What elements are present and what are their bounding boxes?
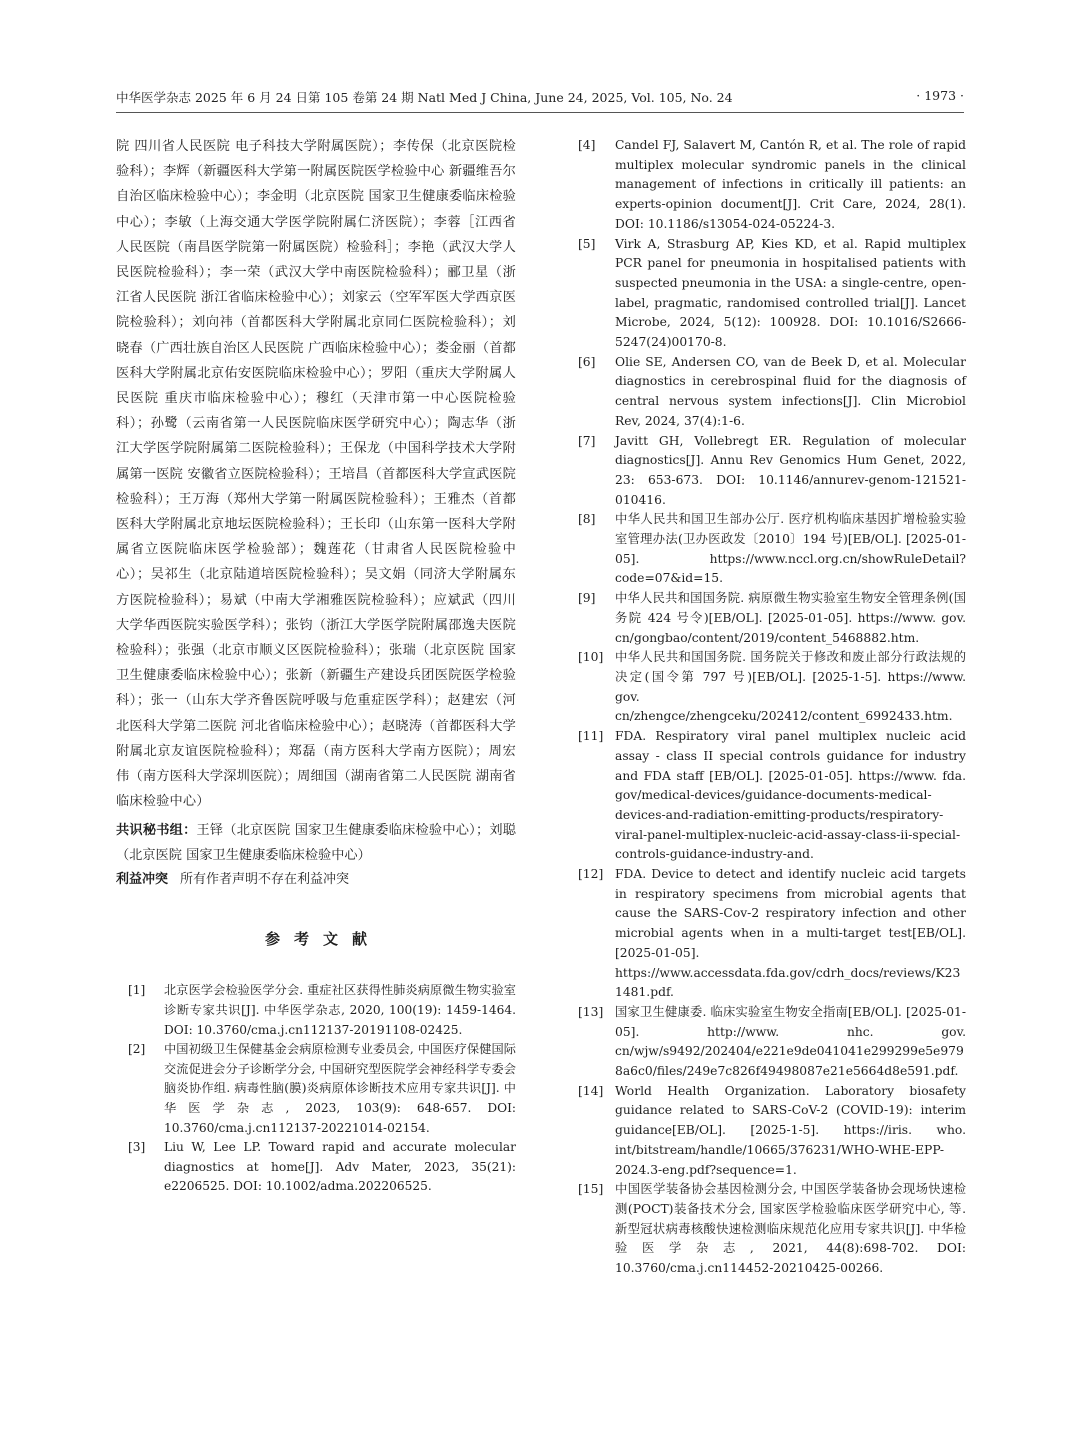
reference-text: Virk A, Strasburg AP, Kies KD, et al. Rapid multiplex PCR panel for pneumonia in hospitalised patients with suspected pneumonia in the USA: a single-centre, open-label, pragmatic, randomised controlled trial[J]. Lancet Microbe, 2024, 5(12): 100928. DOI: 10.1016/S2666-5247(24)00170-8. [615,236,966,350]
reference-number: [9] [578,591,596,606]
secretary-group [116,818,516,868]
page-number: · 1973 · [916,88,964,103]
secretary-label: 共识秘书组： [116,823,197,839]
references-list-left [116,981,516,1197]
reference-item [116,981,516,1040]
consensus-authors-list: 院 四川省人民医院 电子科技大学附属医院）；李传保（北京医院检验科）；李辉（新疆医科大学第一附属医院医学检验中心 新疆维吾尔自治区临床检验中心）；李金明（北京医院 国家卫生健康委临床检验中心）；李敏（上海交通大学医学院附属仁济医院）；李蓉［江西省人民医院（南昌医学院第一附属医院）检验科］；李艳（武汉大学人民医院检验科）；李一荣（武汉大学中南医院检验科）；郦卫星（浙江省人民医院 浙江省临床检验中心）；刘家云（空军军医大学西京医院检验科）；刘向祎（首都医科大学附属北京同仁医院检验科）；刘晓春（广西壮族自治区人民医院 广西临床检验中心）；娄金丽（首都医科大学附属北京佑安医院临床检验中心）；罗阳（重庆大学附属人民医院 重庆市临床检验中心）；穆红（天津市第一中心医院检验科）；孙鹭（云南省第一人民医院临床医学研究中心）；陶志华（浙江大学医学院附属第二医院检验科）；王保龙（中国科学技术大学附属第一医院 安徽省立医院检验科）；王培昌（首都医科大学宣武医院检验科）；王万海（郑州大学第一附属医院检验科）；王雅杰（首都医科大学附属北京地坛医院检验科）；王长印（山东第一医科大学附属省立医院临床医学检验部）；魏莲花（甘肃省人民医院检验中心）；吴祁生（北京陆道培医院检验科）；吴文娟（同济大学附属东方医院检验科）；易斌（中南大学湘雅医院检验科）；应斌武（四川大学华西医院实验医学科）；张钧（浙江大学医学院附属邵逸夫医院检验科）；张强（北京市顺义区医院检验科）；张瑞（北京医院 国家卫生健康委临床检验中心）；张新（新疆生产建设兵团医院医学检验科）；张一（山东大学齐鲁医院呼吸与危重症医学科）；赵建宏（河北医科大学第二医院 河北省临床检验中心）；赵晓涛（首都医科大学附属北京友谊医院检验科）；郑磊（南方医科大学南方医院）；周宏伟（南方医科大学深圳医院）；周细国（湖南省第二人民医院 湖南省临床检验中心） [116,139,516,810]
secretary-text: 王铎（北京医院 国家卫生健康委临床检验中心）；刘聪（北京医院 国家卫生健康委临床检验中心） [116,823,516,864]
reference-text: 中华人民共和国国务院. 国务院关于修改和废止部分行政法规的决定(国令第 797 号)[EB/OL]. [2025-1-5]. https://www. gov. cn/zhengce/zhengceku/202412/content_6992433.htm. [615,650,966,724]
reference-number: [1] [128,983,146,998]
reference-number: [14] [578,1083,604,1098]
reference-item [570,136,966,235]
reference-item [570,727,966,865]
reference-number: [3] [128,1140,146,1155]
reference-item [116,1040,516,1138]
reference-text: 中华人民共和国卫生部办公厅. 医疗机构临床基因扩增检验实验室管理办法(卫办医政发〔2010〕194 号)[EB/OL]. [2025-01-05]. https://www.nccl.org.cn/showRuleDetail?code=07&id=15. [615,512,966,586]
reference-item [570,353,966,432]
reference-number: [15] [578,1182,604,1197]
reference-item [570,1180,966,1279]
reference-number: [4] [578,138,596,152]
coi-label: 利益冲突 [116,872,169,888]
reference-item [570,432,966,511]
conflict-of-interest [116,868,516,892]
journal-citation-header: 中华医学杂志 2025 年 6 月 24 日第 105 卷第 24 期 Natl Med J China, June 24, 2025, Vol. 105, No. 24 [116,90,733,105]
reference-item [116,1138,516,1197]
left-column [116,134,516,1197]
reference-item [570,589,966,648]
reference-number: [7] [578,433,596,448]
reference-item [570,648,966,727]
reference-number: [12] [578,867,604,882]
reference-item [570,1082,966,1181]
reference-text: Liu W, Lee LP. Toward rapid and accurate molecular diagnostics at home[J]. Adv Mater, 2023, 35(21): e2206525. DOI: 10.1002/adma.202206525. [164,1140,516,1194]
reference-number: [11] [578,729,604,744]
running-header [116,86,964,113]
reference-text: Javitt GH, Vollebregt ER. Regulation of molecular diagnostics[J]. Annu Rev Genomics Hum Genet, 2022, 23: 653-673. DOI: 10.1146/annurev-genom-121521-010416. [615,433,966,507]
reference-text: FDA. Respiratory viral panel multiplex nucleic acid assay - class II special controls guidance for industry and FDA staff [EB/OL]. [2025-01-05]. https://www. fda. gov/medical-devices/guidance-documents-medical-devices-and-radiation-emitting-products/respiratory-viral-panel-multiplex-nucleic-acid-assay-class-ii-special-controls-guidance-industry-and. [615,729,966,862]
reference-text: 中国初级卫生保健基金会病原检测专业委员会, 中国医疗保健国际交流促进会分子诊断学分会, 中国研究型医院学会神经科学专委会脑炎协作组. 病毒性脑(膜)炎病原体诊断技术应用专家共识[J]. 中华医学杂志, 2023, 103(9): 648-657. DOI: 10.3760/cma.j.cn112137-20221014-02154. [164,1042,516,1135]
coi-text: 所有作者声明不存在利益冲突 [180,872,350,888]
reference-item [570,235,966,353]
reference-number: [10] [578,650,604,665]
reference-number: [2] [128,1042,146,1057]
reference-text: 中华人民共和国国务院. 病原微生物实验室生物安全管理条例(国务院 424 号令)[EB/OL]. [2025-01-05]. https://www. gov. cn/gongbao/content/2019/content_5468882.htm. [615,591,966,645]
reference-text: 国家卫生健康委. 临床实验室生物安全指南[EB/OL]. [2025-01-05]. http://www. nhc. gov. cn/wjw/s9492/202404/e221e9de041041e299299e5e9798a6c0/files/249e7c826f49498087e21e5664d8e591.pdf. [615,1004,966,1079]
reference-number: [5] [578,236,596,251]
reference-text: 北京医学会检验医学分会. 重症社区获得性肺炎病原微生物实验室诊断专家共识[J]. 中华医学杂志, 2020, 100(19): 1459-1464. DOI: 10.3760/cma.j.cn112137-20191108-02425. [164,983,516,1037]
right-column [570,136,966,1279]
reference-item [570,865,966,1003]
references-heading: 参考文献 [264,930,381,949]
reference-text: Olie SE, Andersen CO, van de Beek D, et al. Molecular diagnostics in cerebrospinal fluid for the diagnosis of central nervous system infections[J]. Clin Microbiol Rev, 2024, 37(4):1-6. [615,354,966,428]
reference-item [570,1003,966,1082]
reference-number: [8] [578,512,596,527]
reference-text: 中国医学装备协会基因检测分会, 中国医学装备协会现场快速检测(POCT)装备技术分会, 国家医学检验临床医学研究中心, 等. 新型冠状病毒核酸快速检测临床规范化应用专家共识[J]. 中华检验医学杂志, 2021, 44(8):698-702. DOI: 10.3760/cma.j.cn114452-20210425-00266. [615,1182,966,1276]
reference-number: [13] [578,1004,604,1019]
reference-text: Candel FJ, Salavert M, Cantón R, et al. The role of rapid multiplex molecular syndromic panels in the clinical management of infections in critically ill patients: an experts-opinion document[J]. Crit Care, 2024, 28(1). DOI: 10.1186/s13054-024-05224-3. [615,138,966,231]
reference-item [570,510,966,589]
reference-text: FDA. Device to detect and identify nucleic acid targets in respiratory specimens from microbial agents that cause the SARS-Cov-2 respiratory infection and other microbial agents when in a multi-target test[EB/OL]. [2025-01-05]. https://www.accessdata.fda.gov/cdrh_docs/reviews/K231481.pdf. [615,867,966,1000]
reference-text: World Health Organization. Laboratory biosafety guidance related to SARS-CoV-2 (COVID-19): interim guidance[EB/OL]. [2025-1-5]. https://iris. who. int/bitstream/handle/10665/376231/WHO-WHE-EPP-2024.3-eng.pdf?sequence=1. [615,1083,966,1177]
reference-number: [6] [578,354,596,369]
